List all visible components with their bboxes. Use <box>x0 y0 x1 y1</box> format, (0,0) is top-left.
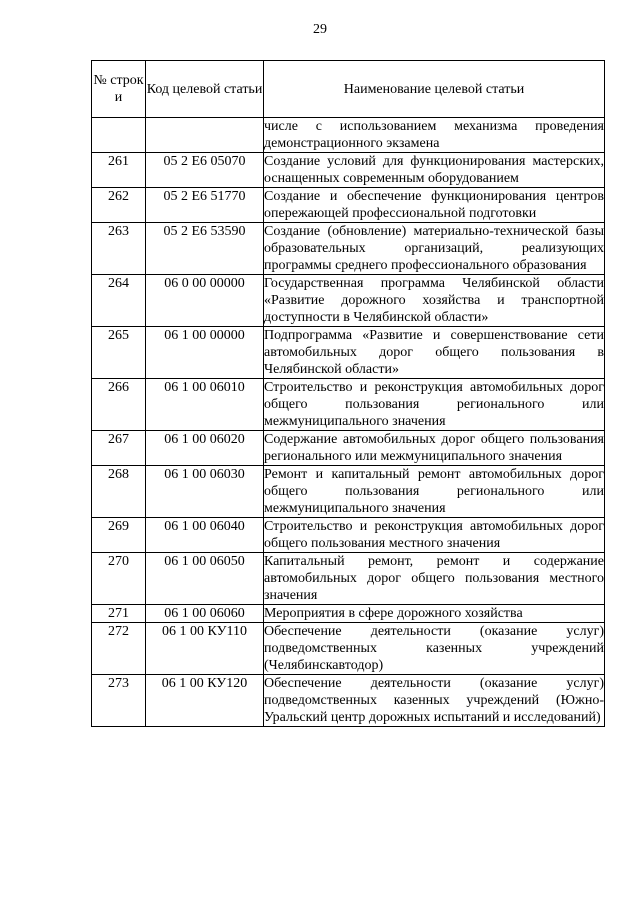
continuation-code <box>146 118 264 153</box>
table-row <box>92 518 605 553</box>
row-number-cell: 271 <box>92 605 146 623</box>
code-cell: 05 2 Е6 05070 <box>146 153 264 188</box>
table-row <box>92 275 605 327</box>
name-cell: Государственная программа Челябинской области «Развитие дорожного хозяйства и транспортной доступности в Челябинской области» <box>264 276 604 325</box>
row-number-cell: 261 <box>92 153 146 188</box>
continuation-num <box>92 118 146 153</box>
table-row <box>92 223 605 275</box>
table-row <box>92 553 605 605</box>
row-number-cell: 269 <box>92 518 146 553</box>
name-cell: Капитальный ремонт, ремонт и содержание автомобильных дорог общего пользования местного значения <box>264 554 604 603</box>
name-cell: Создание условий для функционирования мастерских, оснащенных современным оборудованием <box>264 154 604 186</box>
table-row <box>92 379 605 431</box>
row-number-cell: 268 <box>92 466 146 518</box>
code-cell: 06 1 00 06060 <box>146 605 264 623</box>
table-row <box>92 188 605 223</box>
row-number-cell: 273 <box>92 675 146 727</box>
name-cell: Ремонт и капитальный ремонт автомобильных дорог общего пользования регионального или межмуниципального значения <box>264 467 604 516</box>
row-number-cell: 270 <box>92 553 146 605</box>
code-cell: 06 1 00 06010 <box>146 379 264 431</box>
table-header-row <box>92 61 605 118</box>
header-row-number: № строк и <box>92 61 146 118</box>
table-row <box>92 153 605 188</box>
code-cell: 06 1 00 06050 <box>146 553 264 605</box>
row-number-cell: 267 <box>92 431 146 466</box>
continuation-name: числе с использованием механизма проведения демонстрационного экзамена <box>264 119 604 151</box>
target-items-table <box>91 60 605 727</box>
name-cell: Обеспечение деятельности (оказание услуг) подведомственных казенных учреждений (Южно-Уральский центр дорожных испытаний и исследований) <box>264 676 604 725</box>
code-cell: 06 1 00 06030 <box>146 466 264 518</box>
name-cell: Мероприятия в сфере дорожного хозяйства <box>264 605 605 623</box>
row-number-cell: 272 <box>92 623 146 675</box>
row-number-cell: 266 <box>92 379 146 431</box>
header-name: Наименование целевой статьи <box>264 61 605 118</box>
continuation-row <box>92 118 605 153</box>
table-row <box>92 675 605 727</box>
page-number: 29 <box>313 22 327 37</box>
name-cell: Подпрограмма «Развитие и совершенствование сети автомобильных дорог общего пользования в Челябинской области» <box>264 328 604 377</box>
table-row <box>92 431 605 466</box>
code-cell: 05 2 Е6 53590 <box>146 223 264 275</box>
row-number-cell: 265 <box>92 327 146 379</box>
table-row <box>92 605 605 623</box>
name-cell: Создание (обновление) материально-технической базы образовательных организаций, реализующих программы среднего профессионального образования <box>264 224 604 273</box>
table-row <box>92 466 605 518</box>
code-cell: 06 1 00 КУ120 <box>146 675 264 727</box>
name-cell: Создание и обеспечение функционирования центров опережающей профессиональной подготовки <box>264 189 604 221</box>
code-cell: 05 2 Е6 51770 <box>146 188 264 223</box>
name-cell: Содержание автомобильных дорог общего пользования регионального или межмуниципального значения <box>264 432 604 464</box>
code-cell: 06 1 00 06040 <box>146 518 264 553</box>
name-cell: Обеспечение деятельности (оказание услуг) подведомственных казенных учреждений (Челябинскавтодор) <box>264 624 604 673</box>
header-code: Код целевой статьи <box>146 61 264 118</box>
row-number-cell: 264 <box>92 275 146 327</box>
table-row <box>92 623 605 675</box>
row-number-cell: 262 <box>92 188 146 223</box>
row-number-cell: 263 <box>92 223 146 275</box>
table-row <box>92 327 605 379</box>
name-cell: Строительство и реконструкция автомобильных дорог общего пользования регионального или межмуниципального значения <box>264 380 604 429</box>
code-cell: 06 1 00 КУ110 <box>146 623 264 675</box>
name-cell: Строительство и реконструкция автомобильных дорог общего пользования местного значения <box>264 519 604 551</box>
code-cell: 06 1 00 06020 <box>146 431 264 466</box>
code-cell: 06 0 00 00000 <box>146 275 264 327</box>
code-cell: 06 1 00 00000 <box>146 327 264 379</box>
